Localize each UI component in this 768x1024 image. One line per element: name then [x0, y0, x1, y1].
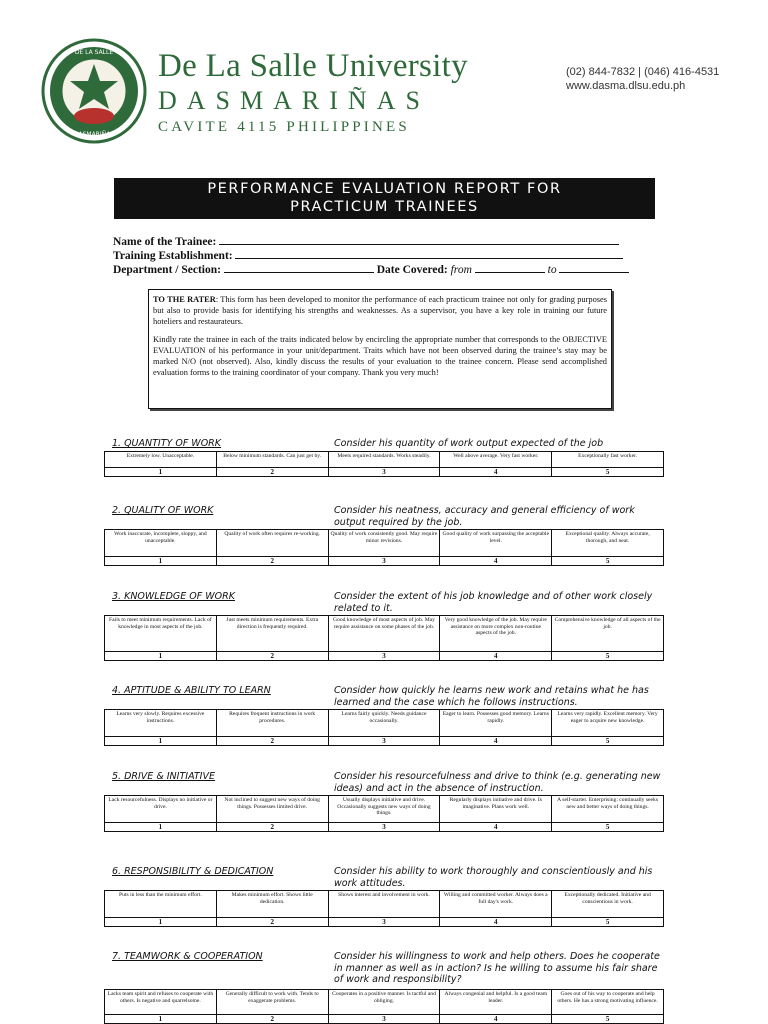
rating-option-3[interactable]: 3 [328, 823, 440, 832]
rating-option-4[interactable]: 4 [440, 823, 552, 832]
rating-number-row [105, 823, 664, 832]
rating-option-3[interactable]: 3 [328, 468, 440, 477]
establishment-row [113, 248, 623, 262]
rating-descriptor: Fails to meet minimum requirements. Lack of knowledge in most aspects of the job. [105, 616, 217, 652]
rating-descriptor: Exceptionally dedicated. Initiative and conscientious in work. [552, 891, 664, 918]
rating-descriptor: Very good knowledge of the job. May require assistance on more complex non-routine aspects of the job. [440, 616, 552, 652]
rating-option-3[interactable]: 3 [328, 1015, 440, 1024]
rating-number-row [105, 737, 664, 746]
rating-option-2[interactable]: 2 [216, 823, 328, 832]
rating-descriptor: Quality of work often requires re-working. [216, 530, 328, 557]
rating-descriptor-row [105, 616, 664, 652]
rating-option-5[interactable]: 5 [552, 823, 664, 832]
criterion-title: 2. QUALITY OF WORK [112, 505, 214, 516]
rating-descriptor: Just meets minimum requirements. Extra direction is frequently required. [216, 616, 328, 652]
rating-option-3[interactable]: 3 [328, 557, 440, 566]
criterion-description: Consider his quantity of work output expected of the job [334, 438, 604, 449]
establishment-field[interactable] [235, 248, 623, 259]
rating-descriptor: Learns very rapidly. Excellent memory. Very eager to acquire new knowledge. [552, 710, 664, 737]
rating-option-4[interactable]: 4 [440, 918, 552, 927]
rating-descriptor: Extremely low. Unacceptable. [105, 452, 217, 468]
rating-option-3[interactable]: 3 [328, 737, 440, 746]
rating-number-row [105, 468, 664, 477]
rating-number-row [105, 1015, 664, 1024]
form-title-banner [114, 178, 655, 219]
rating-descriptor: Cooperates in a positive manner. Is tactful and obliging. [328, 990, 440, 1015]
rating-descriptor: Learns very slowly. Requires excessive instructions. [105, 710, 217, 737]
rater-paragraph-1 [153, 295, 607, 327]
rating-descriptor: Good quality of work surpassing the acceptable level. [440, 530, 552, 557]
rater-paragraph-2: Kindly rate the trainee in each of the traits indicated below by encircling the appropriate number that corresponds to the OBJECTIVE EVALUATION of his performance in your unit/department. Traits which have not been observed during the trainee’s stay may be marked N/O (not observed). Also, kindly discuss the results of your evaluation to the trainee concern. Please send accomplished evaluation forms to the training coordinator of your company. Thank you very much! [153, 335, 607, 377]
svg-text:DASMARIÑAS: DASMARIÑAS [73, 131, 115, 138]
to-label: to [547, 264, 557, 276]
rating-scale-table [104, 709, 664, 746]
rating-descriptor: Below minimum standards. Can just get by. [216, 452, 328, 468]
rating-option-4[interactable]: 4 [440, 1015, 552, 1024]
rating-option-1[interactable]: 1 [105, 823, 217, 832]
rating-option-1[interactable]: 1 [105, 918, 217, 927]
rating-option-3[interactable]: 3 [328, 918, 440, 927]
rating-descriptor: Eager to learn. Possesses good memory. Learns rapidly. [440, 710, 552, 737]
rating-option-5[interactable]: 5 [552, 918, 664, 927]
rating-option-4[interactable]: 4 [440, 557, 552, 566]
rating-descriptor: Work inaccurate, incomplete, sloppy, and unacceptable. [105, 530, 217, 557]
rating-option-5[interactable]: 5 [552, 652, 664, 661]
rater-heading: TO THE RATER [153, 295, 216, 304]
form-title-line2: PRACTICUM TRAINEES [290, 199, 479, 215]
rating-option-5[interactable]: 5 [552, 1015, 664, 1024]
date-from-field[interactable] [475, 262, 545, 273]
rating-descriptor: Willing and committed worker. Always does a full day's work. [440, 891, 552, 918]
rating-option-2[interactable]: 2 [216, 468, 328, 477]
rating-option-2[interactable]: 2 [216, 737, 328, 746]
criterion-title: 3. KNOWLEDGE OF WORK [112, 591, 235, 602]
rating-descriptor: Quality of work consistently good. May require minor revisions. [328, 530, 440, 557]
rating-descriptor-row [105, 891, 664, 918]
criterion-description: Consider his resourcefulness and drive to think (e.g. generating new ideas) and act in the absence of instruction. [334, 771, 661, 794]
criterion-description: Consider his neatness, accuracy and general efficiency of work output required by the job. [334, 505, 635, 528]
rating-option-1[interactable]: 1 [105, 1015, 217, 1024]
rating-descriptor: Exceptional quality. Always accurate, thorough, and neat. [552, 530, 664, 557]
rating-descriptor: Good knowledge of most aspects of job. May require assistance on some phases of the job. [328, 616, 440, 652]
rating-option-1[interactable]: 1 [105, 737, 217, 746]
date-to-field[interactable] [559, 262, 629, 273]
from-label: from [450, 264, 472, 276]
establishment-label: Training Establishment: [113, 250, 233, 262]
criterion-title: 7. TEAMWORK & COOPERATION [112, 951, 263, 962]
rating-descriptor: Puts in less than the minimum effort. [105, 891, 217, 918]
rater-instructions-box [148, 289, 612, 409]
contact-website: www.dasma.dlsu.edu.ph [566, 80, 686, 92]
rating-option-5[interactable]: 5 [552, 737, 664, 746]
rating-option-3[interactable]: 3 [328, 652, 440, 661]
rating-descriptor: Lack resourcefulness. Displays no initiative or drive. [105, 796, 217, 823]
date-covered-label: Date Covered: [376, 264, 448, 276]
campus-location: CAVITE 4115 PHILIPPINES [158, 119, 410, 135]
rating-descriptor: Comprehensive knowledge of all aspects of the job. [552, 616, 664, 652]
rating-descriptor: Well above average. Very fast worker. [440, 452, 552, 468]
rating-descriptor: Goes out of his way to cooperate and help others. He has a strong motivating influence. [552, 990, 664, 1015]
criterion-title: 6. RESPONSIBILITY & DEDICATION [112, 866, 274, 877]
rating-scale-table [104, 451, 664, 477]
rating-option-1[interactable]: 1 [105, 652, 217, 661]
rating-descriptor-row [105, 530, 664, 557]
rating-number-row [105, 652, 664, 661]
rating-option-4[interactable]: 4 [440, 468, 552, 477]
form-title-line1: PERFORMANCE EVALUATION REPORT FOR [207, 181, 562, 197]
rating-scale-table [104, 795, 664, 832]
rating-descriptor: Regularly displays initiative and drive. Is imaginative. Plans work well. [440, 796, 552, 823]
rating-descriptor: Lacks team spirit and refuses to cooperate with others. Is negative and quarrelsome. [105, 990, 217, 1015]
rating-number-row [105, 557, 664, 566]
criterion-description: Consider his willingness to work and help others. Does he cooperate in manner as well as in action? Is he willing to assume his fair share of work and responsibility? [334, 951, 660, 985]
trainee-name-label: Name of the Trainee: [113, 236, 217, 248]
criterion-description: Consider how quickly he learns new work and retains what he has learned and the case which he follows instructions. [334, 685, 649, 708]
rating-option-2[interactable]: 2 [216, 918, 328, 927]
svg-text:DE LA SALLE: DE LA SALLE [74, 49, 114, 56]
rating-descriptor: Learns fairly quickly. Needs guidance occasionally. [328, 710, 440, 737]
rating-descriptor: Requires frequent instructions in work procedures. [216, 710, 328, 737]
rating-option-2[interactable]: 2 [216, 652, 328, 661]
department-row [113, 262, 629, 276]
university-seal-icon [40, 38, 148, 144]
rating-descriptor-row [105, 710, 664, 737]
trainee-name-row [113, 234, 619, 248]
rating-descriptor: A self-starter. Enterprising: continually seeks new and better ways of doing things. [552, 796, 664, 823]
rating-number-row [105, 918, 664, 927]
rating-descriptor-row [105, 452, 664, 468]
criterion-title: 5. DRIVE & INITIATIVE [112, 771, 215, 782]
contact-phone: (02) 844-7832 | (046) 416-4531 [566, 66, 720, 78]
rating-scale-table [104, 615, 664, 661]
rating-option-4[interactable]: 4 [440, 652, 552, 661]
department-field[interactable] [224, 262, 374, 273]
criterion-title: 4. APTITUDE & ABILITY TO LEARN [112, 685, 271, 696]
university-name: De La Salle University [158, 48, 468, 84]
rating-descriptor: Usually displays initiative and drive. Occasionally suggests new ways of doing things. [328, 796, 440, 823]
rating-option-2[interactable]: 2 [216, 557, 328, 566]
trainee-name-field[interactable] [219, 234, 619, 245]
rating-descriptor: Exceptionally fast worker. [552, 452, 664, 468]
rating-descriptor: Meets required standards. Works steadily. [328, 452, 440, 468]
rating-option-5[interactable]: 5 [552, 468, 664, 477]
rating-scale-table [104, 890, 664, 927]
rating-option-4[interactable]: 4 [440, 737, 552, 746]
rating-option-1[interactable]: 1 [105, 468, 217, 477]
campus-name: DASMARIÑAS [158, 86, 430, 115]
rating-descriptor: Makes minimum effort. Shows little dedication. [216, 891, 328, 918]
rating-descriptor: Shows interest and involvement in work. [328, 891, 440, 918]
rating-descriptor-row [105, 796, 664, 823]
rating-descriptor: Generally difficult to work with. Tends to exaggerate problems. [216, 990, 328, 1015]
rating-option-1[interactable]: 1 [105, 557, 217, 566]
rater-text-1: : This form has been developed to monitor the performance of each practicum trainee not only for grading purposes but also to provide basis for identifying his strengths and weaknesses. As a supervisor, you have a key role in training our future hoteliers and restaurateurs. [153, 295, 608, 326]
rating-scale-table [104, 989, 664, 1024]
department-label: Department / Section: [113, 264, 221, 276]
rating-scale-table [104, 529, 664, 566]
rating-descriptor: Always congenial and helpful. Is a good team leader. [440, 990, 552, 1015]
rating-descriptor-row [105, 990, 664, 1015]
rating-option-5[interactable]: 5 [552, 557, 664, 566]
rating-descriptor: Not inclined to suggest new ways of doing things. Possesses limited drive. [216, 796, 328, 823]
criterion-description: Consider the extent of his job knowledge and of other work closely related to it. [334, 591, 653, 614]
criterion-title: 1. QUANTITY OF WORK [112, 438, 222, 449]
criterion-description: Consider his ability to work thoroughly and conscientiously and his work attitudes. [334, 866, 653, 889]
rating-option-2[interactable]: 2 [216, 1015, 328, 1024]
